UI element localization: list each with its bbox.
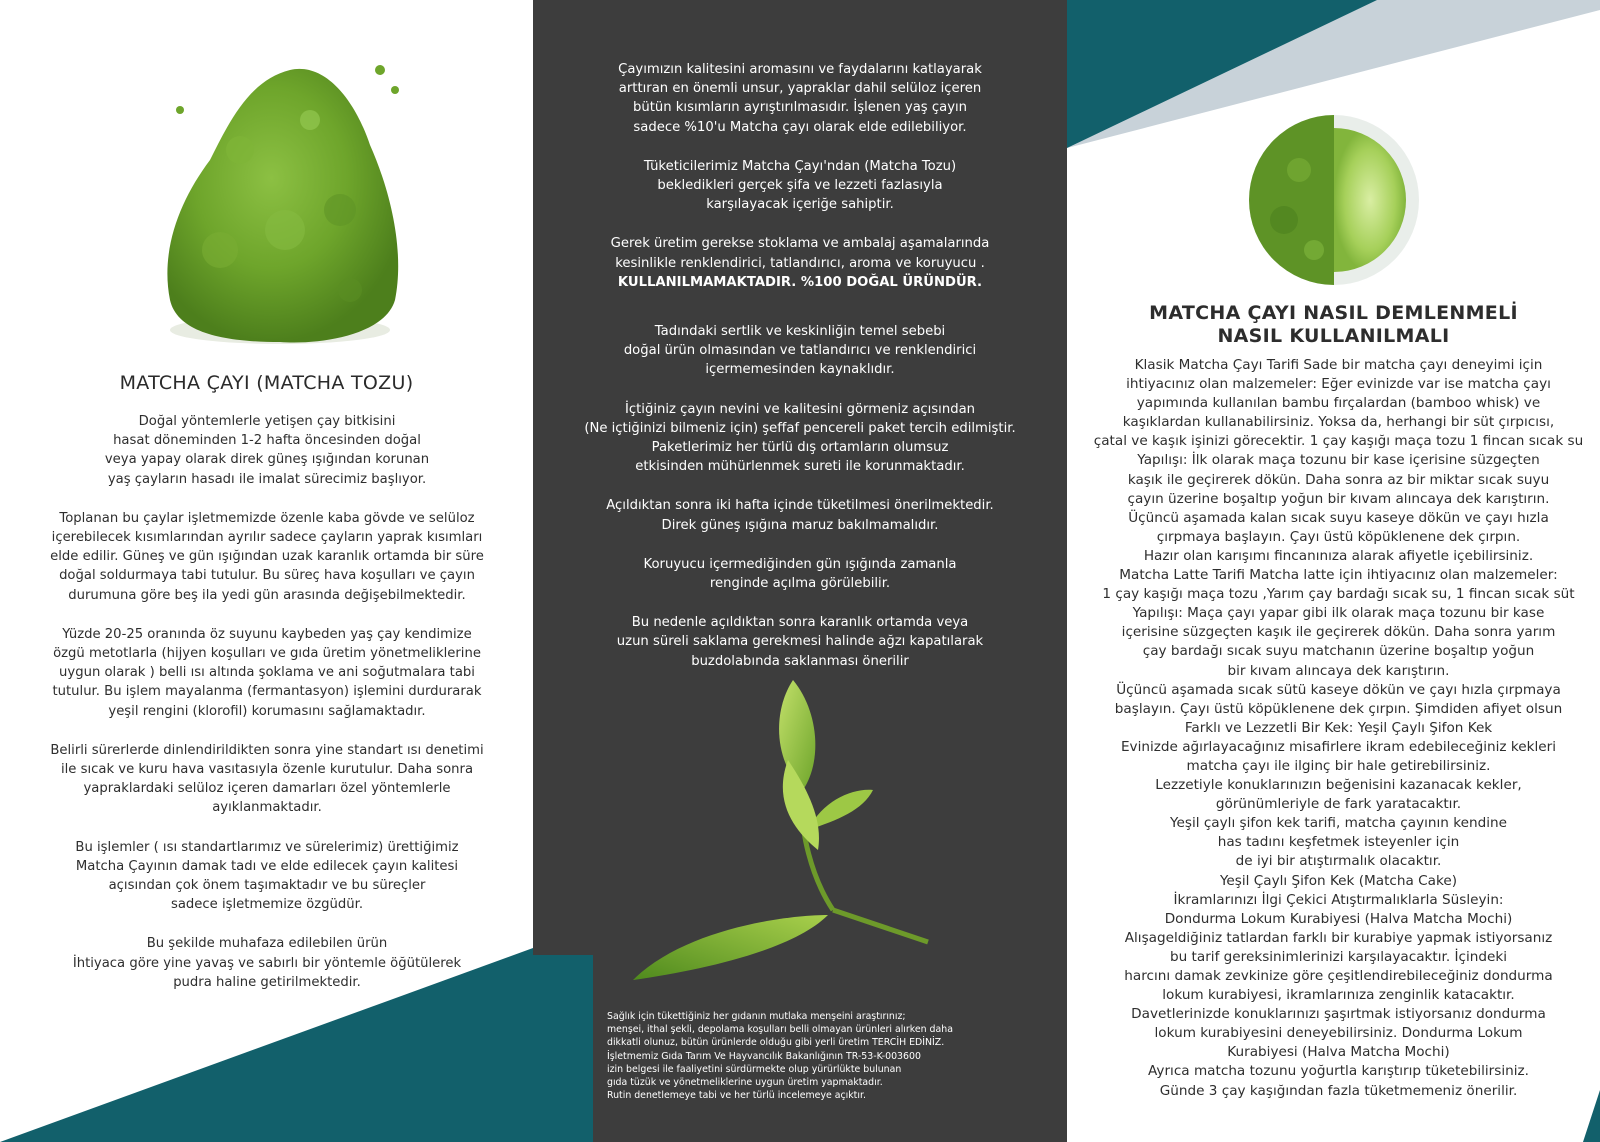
tea-leaf-image [623,680,943,1000]
middle-paragraph: Tadındaki sertlik ve keskinliğin temel sebebi doğal ürün olmasından ve tatlandırıcı ve renklendirici içermemesinden kaynaklıdır. [623,324,977,378]
left-paragraph: Doğal yöntemlerle yetişen çay bitkisini hasat döneminden 1-2 hafta öncesinden doğal veya yapay olarak direk güneş ışığından korunan yaş çayların hasadı ile imalat sürecimiz başlıyor. [104,414,430,487]
matcha-powder-image [150,50,410,350]
middle-paragraph: Açıldıktan sonra iki hafta içinde tüketilmesi önerilmektedir. Direk güneş ışığına maruz bakılmamalıdır. [606,498,994,533]
middle-bold-line: KULLANILMAMAKTADIR. %100 DOĞAL ÜRÜNDÜR. [617,274,983,290]
left-paragraph: Bu işlemler ( ısı standartlarımız ve sürelerimiz) ürettiğimiz Matcha Çayının damak tadı ve elde edilecek çayın kalitesi açısından çok önem taşımaktadır ve bu süreçler sadece işletmemize özgüdür. [75,839,459,913]
left-paragraph: Toplanan bu çaylar işletmemizde özenle kaba gövde ve selüloz içerebilecek kısımlarından ayrılır sadece çayların yaprak kısımları elde edilir. Güneş ve gün ışığından uzak karanlık ortamda bir süre doğal soldurmaya tabi tutulur. Bu süreç hava koşulları ve çayın durumuna göre beş ila yedi gün arasında değişebilmektedir. [50,510,484,603]
left-panel [0,0,533,1142]
matcha-bowl-image [1244,110,1424,290]
middle-paragraph: Koruyucu içermediğinden gün ışığında zamanla renginde açılma görülebilir. [643,556,957,592]
left-body [22,412,512,1012]
right-title: MATCHA ÇAYI NASIL DEMLENMELİ NASIL KULLANILMALI [1149,302,1518,347]
left-title: MATCHA ÇAYI (MATCHA TOZU) [119,372,414,394]
middle-paragraph: Gerek üretim gerekse stoklama ve ambalaj aşamalarında kesinlikle renklendirici, tatlandırıcı, aroma ve koruyucu . [610,236,990,271]
right-body: Klasik Matcha Çayı Tarifi Sade bir matcha çayı deneyimi için ihtiyacınız olan malzemeler: Eğer evinizde var ise matcha çayı yapımında kullanılan bambu fırçalardan (bamboo whisk) ve kaşıklardan kullanabilirsiniz. Yoksa da, herhangi bir süt çırpıcısı, çatal ve kaşık işinizi görecektir. 1 çay kaşığı maça tozu 1 fincan sıcak su Yapılışı: İlk olarak maça tozunu bir kase içerisine süzgeçten kaşık ile geçirerek dökün. Daha sonra az bir miktar sıcak suyu çayın üzerine boşaltıp yoğun bir kıvam alıncaya dek karıştırın. Üçüncü aşamada kalan sıcak suyu kaseye dökün ve çayı hızla çırpmaya başlayın. Çayı üstü köpüklenene dek çırpın. Hazır olan karışımı fincanınıza alarak afiyetle içebilirsiniz. Matcha Latte Tarifi Matcha latte için ihtiyacınız olan malzemeler: 1 çay kaşığı maça tozu ,Yarım çay bardağı sıcak su, 1 fincan sıcak süt Yapılışı: Maça çayı yapar gibi ilk olarak maça tozunu bir kase içerisine süzgeçten kaşık ile geçirerek dökün. Daha sonra yarım çay bardağı sıcak suyu matchanın üzerine boşaltıp yoğun bir kıvam alıncaya dek karıştırın. Üçüncü aşamada sıcak sütü kaseye dökün ve çayı hızla çırpmaya başlayın. Çayı üstü köpüklenene dek çırpın. Şimdiden afiyet olsun Farklı ve Lezzetli Bir Kek: Yeşil Çaylı Şifon Kek Evinizde ağırlayacağınız misafirlere ikram edebileceğiniz kekleri matcha çayı ile ilginç bir hale getirebilirsiniz. Lezzetiyle konuklarınızın beğenisini kazanacak kekler, görünümleriyle de fark yaratacaktır. Yeşil çaylı şifon kek tarifi, matcha çayının kendine has tadını keşfetmek isteyenler için de iyi bir atıştırmalık olacaktır. Yeşil Çaylı Şifon Kek (Matcha Cake) İkramlarınızı İlgi Çekici Atıştırmalıklarla Süsleyin: Dondurma Lokum Kurabiyesi (Halva Matcha Mochi) Alışageldiğiniz tatlardan farklı bir kurabiye yapmak istiyorsanız bu tarif gereksinimlerinizi karşılayacaktır. İçindeki harcını damak zevkinize göre çeşitlendirebileceğiniz dondurma lokum kurabiyesi, ikramlarınıza zenginlik katacaktır. Davetlerinizde konuklarınızı şaşırtmak istiyorsanız dondurma lokum kurabiyesini deneyebilirsiniz. Dondurma Lokum Kurabiyesi (Halva Matcha Mochi) Ayrıca matcha tozunu yoğurtla karıştırıp tüketebilirsiniz. Günde 3 çay kaşığından fazla tüketmemeniz önerilir. [1093,357,1584,1099]
left-paragraph: Yüzde 20-25 oranında öz suyunu kaybeden yaş çay kendimize özgü metotlarla (hijyen koşulları ve gıda üretim yönetmeliklerine uygun olarak ) belli ısı altında şoklama ve ani soğutmalara tabi tutulur. Bu işlem mayalanma (fermantasyon) işlemini durdurarak yeşil rengini (klorofil) korumasını sağlamaktadır. [52,626,482,719]
left-paragraph: Belirli sürerlerde dinlendirildikten sonra yine standart ısı denetimi ile sıcak ve kuru hava vasıtasıyla özenle kurutulur. Daha sonra yapraklardaki selüloz içeren damarları özel yöntemlerle ayıklanmaktadır. [50,742,484,816]
left-paragraph: Bu şekilde muhafaza edilebilen ürün İhtiyaca göre yine yavaş ve sabırlı bir yöntemle öğütülerek pudra haline getirilmektedir. [72,936,462,990]
right-panel [1067,0,1600,1142]
middle-paragraph: İçtiğiniz çayın nevini ve kalitesini görmeniz açısından (Ne içtiğinizi bilmeniz için) şeffaf pencereli paket tercih edilmiştir. Paketlerimiz her türlü dış ortamların olumsuz etkisinden mühürlenmek sureti ile korunmaktadır. [584,401,1016,475]
middle-body [563,60,1037,691]
middle-paragraph: Tüketicilerimiz Matcha Çayı'ndan (Matcha Tozu) bekledikleri gerçek şifa ve lezzeti fazlasıyla karşılayacak içeriğe sahiptir. [643,158,957,213]
middle-paragraph: Çayımızın kalitesini aromasını ve faydalarını katlayarak arttıran en önemli unsur, yapraklar dahil selüloz içeren bütün kısımların ayrıştırılmasıdır. İşlenen yaş çayın sadece %10'u Matcha çayı olarak elde edilebiliyor. [618,62,982,135]
left-teal-corner [0,940,533,1142]
right-teal-edge [1583,1090,1600,1142]
middle-footer-note: Sağlık için tükettiğiniz her gıdanın mutlaka menşeini araştırınız; menşei, ithal şekli, depolama koşulları belli olmayan ürünleri alırken daha dikkatli olunuz, bütün ürünlerde olduğu gibi yerli üretim TERCİH EDİNİZ. İşletmemiz Gıda Tarım Ve Hayvancılık Bakanlığının TR-53-K-003600 izin belgesi ile faaliyetini sürdürmekte olup yürürlükte bulunan gıda tüzük ve yönetmeliklerine uygun üretim yapmaktadır. Rutin denetlemeye tabi ve her türlü incelemeye açıktır. [607,1011,953,1102]
middle-teal-corner [533,955,593,1142]
middle-paragraph: Bu nedenle açıldıktan sonra karanlık ortamda veya uzun süreli saklama gerekmesi halinde ağzı kapatılarak buzdolabında saklanması önerilir [616,615,984,669]
middle-panel [533,0,1067,1142]
